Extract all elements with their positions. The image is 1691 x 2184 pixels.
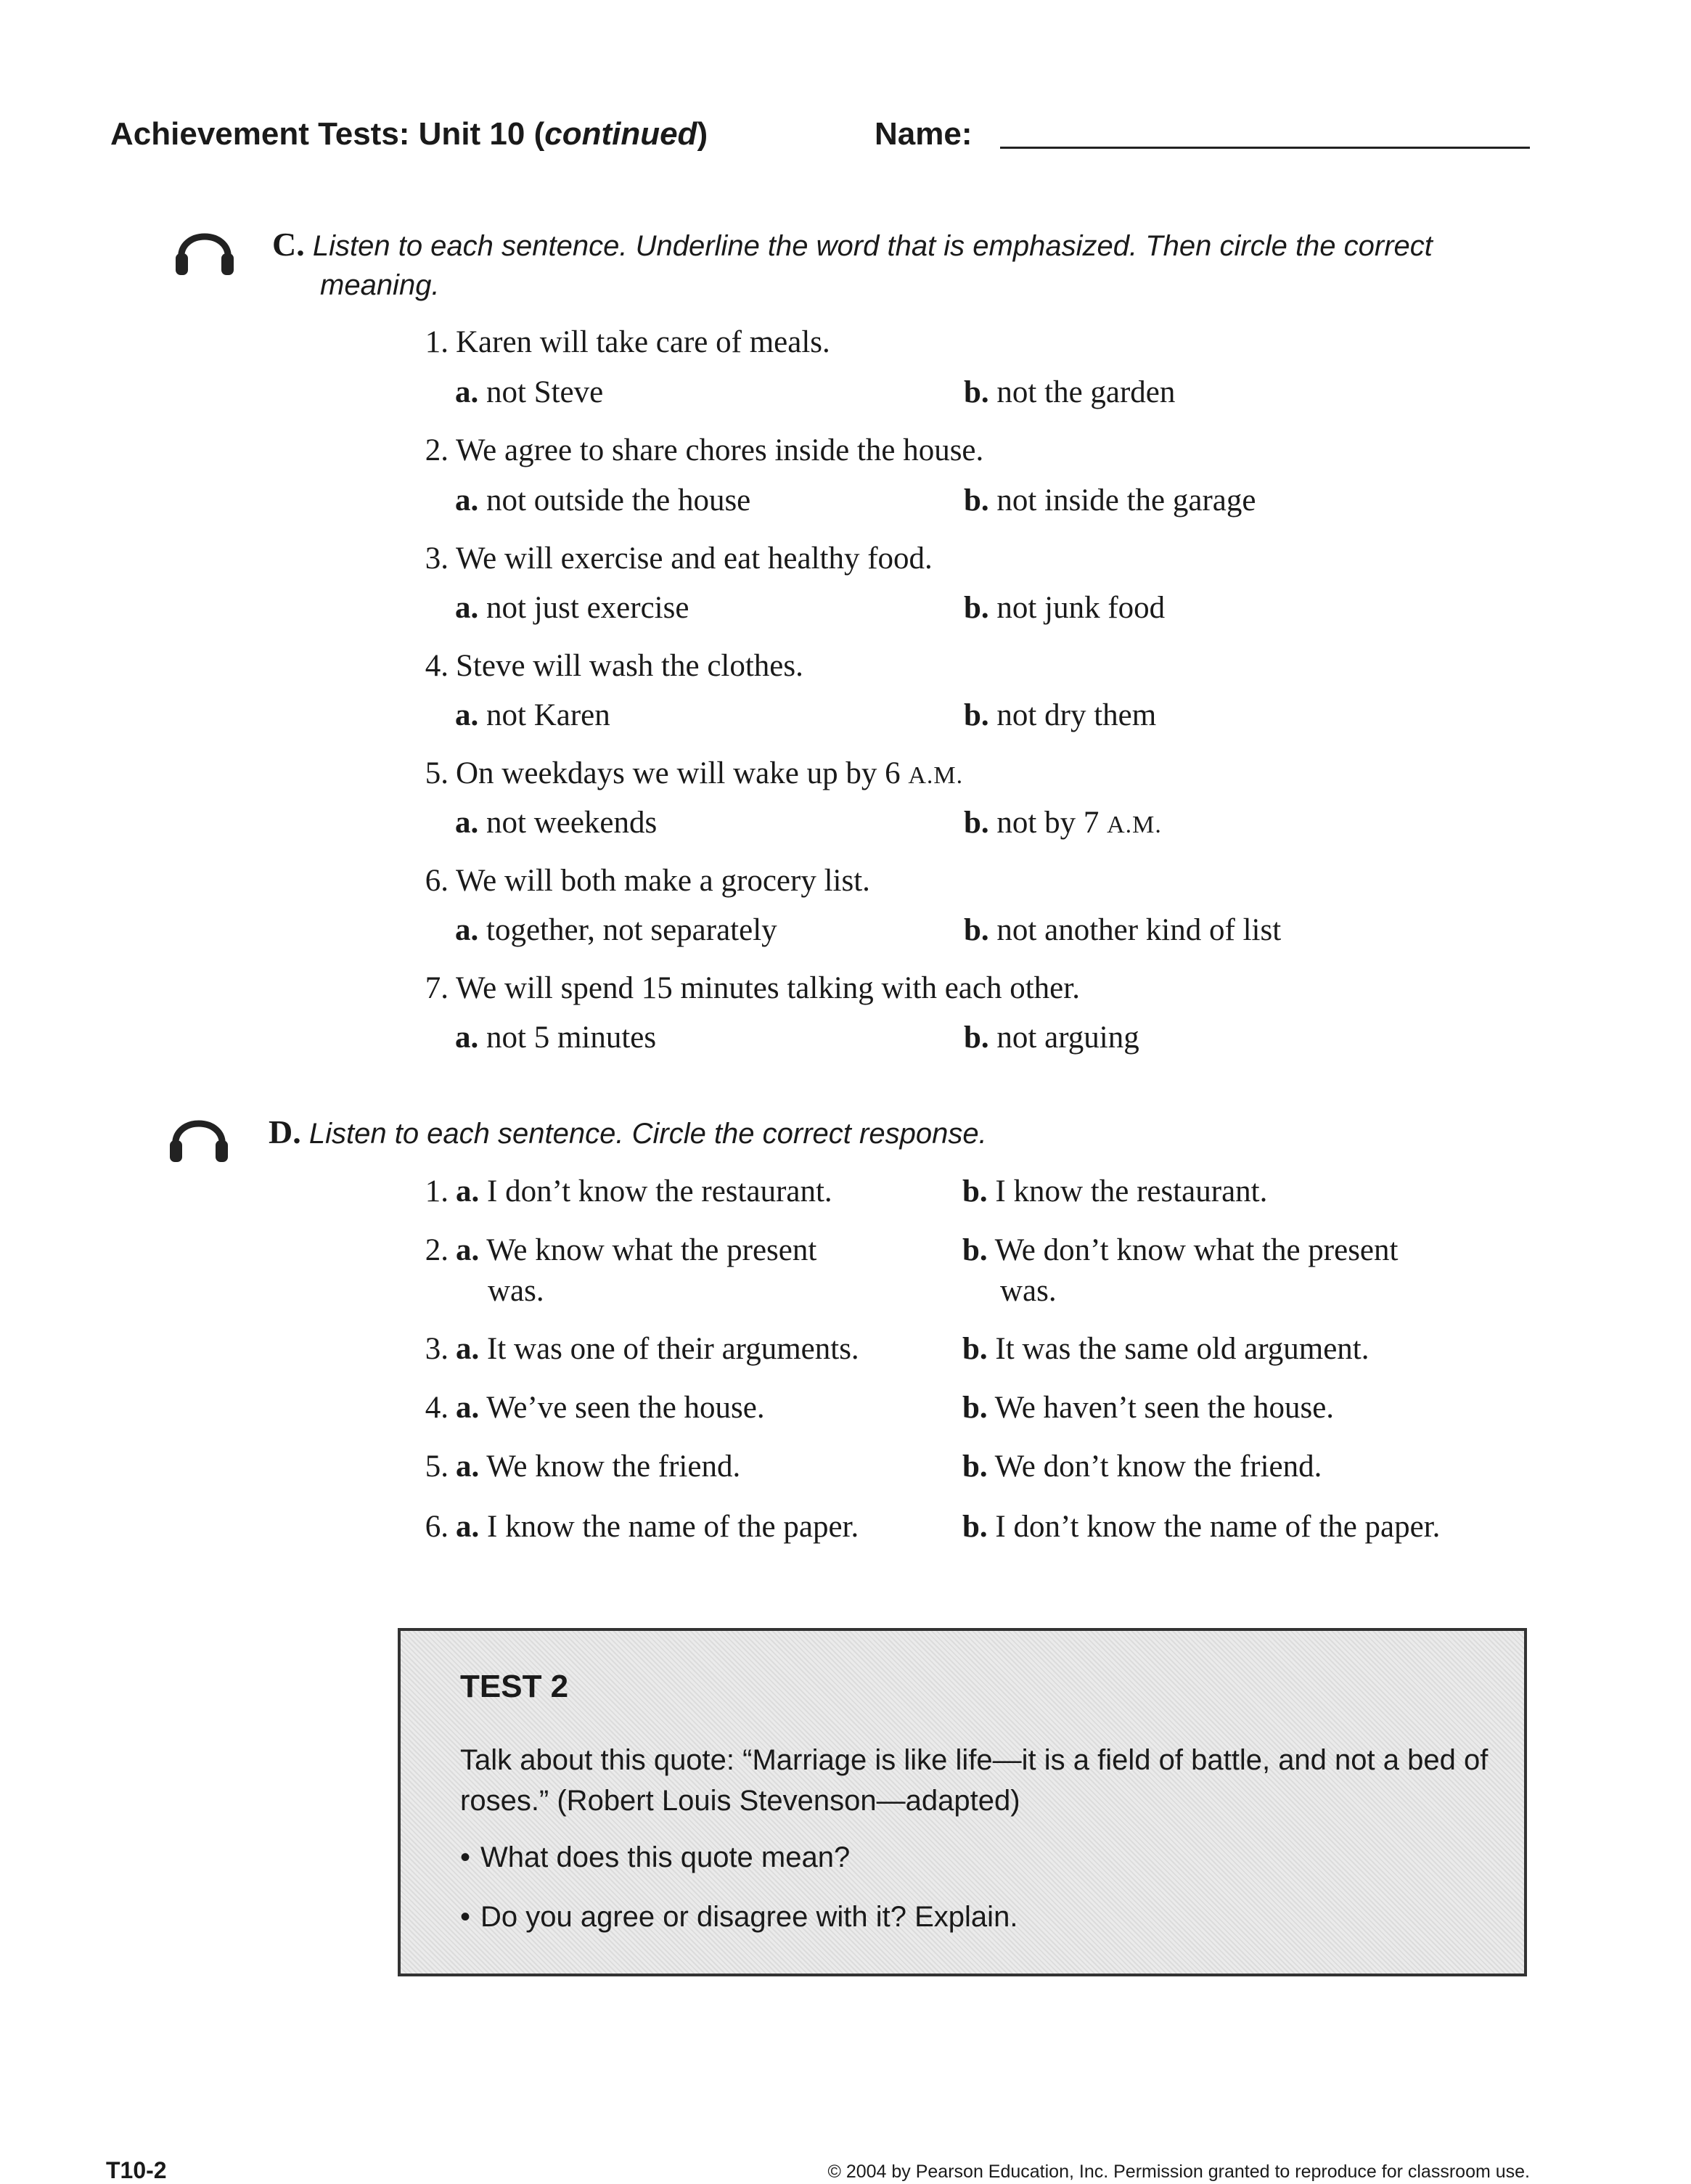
d-option-6a[interactable]: 6. a. I know the name of the paper. xyxy=(425,1510,859,1544)
c-option-3a[interactable]: a. not just exercise xyxy=(455,591,689,625)
d-option-3b[interactable]: b. It was the same old argument. xyxy=(962,1332,1369,1366)
test-2-title: TEST 2 xyxy=(460,1669,569,1704)
test-2-box xyxy=(398,1628,1527,1976)
test-2-bullet-1: • What does this quote mean? xyxy=(460,1841,850,1874)
c-question-7: 7. We will spend 15 minutes talking with each other. xyxy=(425,971,1080,1005)
c-option-7b[interactable]: b. not arguing xyxy=(964,1021,1139,1055)
c-option-7a[interactable]: a. not 5 minutes xyxy=(455,1021,657,1055)
section-c-heading: C. Listen to each sentence. Underline the word that is emphasized. Then circle the correct meaning. xyxy=(272,226,1433,301)
section-d-heading: D. Listen to each sentence. Circle the correct response. xyxy=(269,1113,987,1150)
d-option-2b[interactable]: b. We don’t know what the present xyxy=(962,1233,1399,1267)
copyright-notice: © 2004 by Pearson Education, Inc. Permission granted to reproduce for classroom use. xyxy=(827,2161,1530,2182)
c-option-6a[interactable]: a. together, not separately xyxy=(455,913,777,947)
c-question-6: 6. We will both make a grocery list. xyxy=(425,864,870,898)
c-option-4a[interactable]: a. not Karen xyxy=(455,698,610,732)
d-option-2a-continued: was. xyxy=(488,1274,544,1308)
d-option-5b[interactable]: b. We don’t know the friend. xyxy=(962,1449,1322,1484)
name-line[interactable] xyxy=(1000,147,1530,149)
headphones-icon xyxy=(165,1100,232,1166)
c-option-5b[interactable]: b. not by 7 A.M. xyxy=(964,806,1162,840)
test-2-bullet-2: • Do you agree or disagree with it? Explain. xyxy=(460,1901,1018,1934)
c-question-4: 4. Steve will wash the clothes. xyxy=(425,649,803,683)
d-option-5a[interactable]: 5. a. We know the friend. xyxy=(425,1449,741,1484)
c-option-5a[interactable]: a. not weekends xyxy=(455,806,658,840)
c-option-4b[interactable]: b. not dry them xyxy=(964,698,1157,732)
c-option-1b[interactable]: b. not the garden xyxy=(964,375,1176,409)
d-option-1b[interactable]: b. I know the restaurant. xyxy=(962,1174,1268,1208)
headphones-icon xyxy=(171,213,238,279)
c-question-1: 1. Karen will take care of meals. xyxy=(425,325,830,359)
d-option-1a[interactable]: 1. a. I don’t know the restaurant. xyxy=(425,1174,832,1208)
d-option-6b[interactable]: b. I don’t know the name of the paper. xyxy=(962,1510,1441,1544)
test-2-prompt: Talk about this quote: “Marriage is like life—it is a field of battle, and not a bed of roses.” (Robert Louis Stevenson—adapted) xyxy=(460,1744,1489,1817)
c-question-5: 5. On weekdays we will wake up by 6 A.M. xyxy=(425,756,964,790)
d-option-2a[interactable]: 2. a. We know what the present xyxy=(425,1233,817,1267)
c-option-1a[interactable]: a. not Steve xyxy=(455,375,604,409)
page-number: T10-2 xyxy=(106,2157,167,2183)
c-option-2b[interactable]: b. not inside the garage xyxy=(964,483,1256,518)
c-question-3: 3. We will exercise and eat healthy food. xyxy=(425,541,933,576)
c-option-3b[interactable]: b. not junk food xyxy=(964,591,1166,625)
c-option-6b[interactable]: b. not another kind of list xyxy=(964,913,1282,947)
d-option-4a[interactable]: 4. a. We’ve seen the house. xyxy=(425,1391,765,1425)
d-option-2b-continued: was. xyxy=(1000,1274,1057,1308)
page-title: Achievement Tests: Unit 10 (continued) xyxy=(110,116,708,152)
c-option-2a[interactable]: a. not outside the house xyxy=(455,483,751,518)
d-option-4b[interactable]: b. We haven’t seen the house. xyxy=(962,1391,1335,1425)
d-option-3a[interactable]: 3. a. It was one of their arguments. xyxy=(425,1332,859,1366)
name-label: Name: xyxy=(875,116,973,152)
c-question-2: 2. We agree to share chores inside the house. xyxy=(425,433,984,467)
